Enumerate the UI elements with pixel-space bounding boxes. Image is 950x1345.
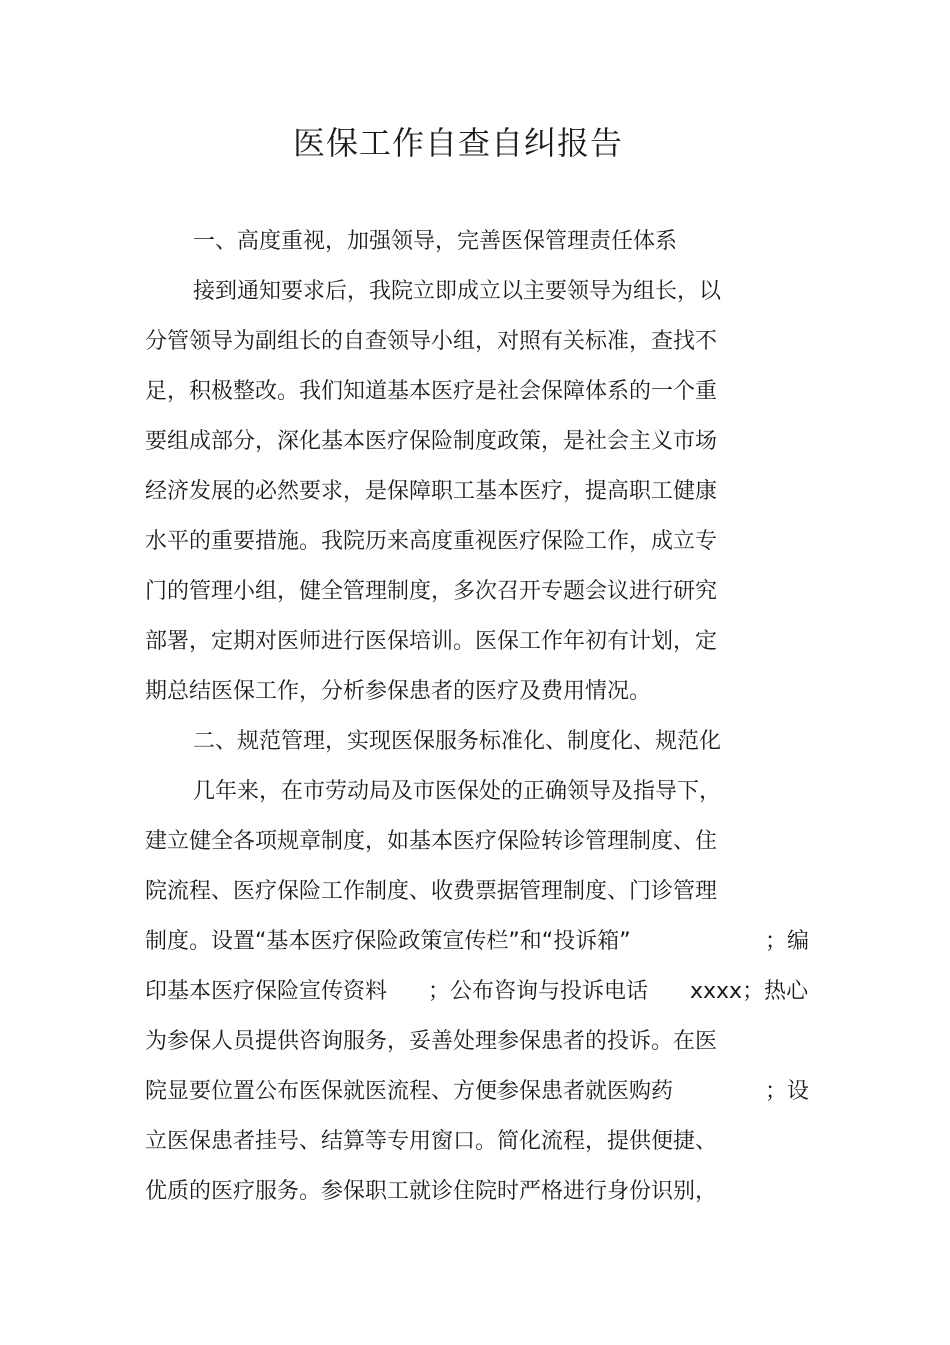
paragraph-line: 水平的重要措施。我院历来高度重视医疗保险工作，成立专: [145, 529, 718, 554]
line-segment: 制度。设置“基本医疗保险政策宣传栏”和“投诉箱”: [145, 929, 631, 954]
paragraph-line: 要组成部分，深化基本医疗保险制度政策，是社会主义市场: [145, 429, 718, 454]
paragraph-line: [145, 977, 825, 1007]
paragraph-line: [145, 927, 825, 957]
paragraph-line: 部署，定期对医师进行医保培训。医保工作年初有计划，定: [145, 629, 718, 654]
paragraph-line: 接到通知要求后，我院立即成立以主要领导为组长，以: [193, 279, 722, 304]
paragraph-line: 优质的医疗服务。参保职工就诊住院时严格进行身份识别，: [145, 1179, 718, 1204]
line-segment: 院显要位置公布医保就医流程、方便参保患者就医购药: [145, 1079, 674, 1104]
paragraph-line: 分管领导为副组长的自查领导小组，对照有关标准，查找不: [145, 329, 718, 354]
line-segment: xxxx；热心: [690, 979, 809, 1004]
paragraph-line: 经济发展的必然要求，是保障职工基本医疗，提高职工健康: [145, 479, 718, 504]
paragraph-line: 院流程、医疗保险工作制度、收费票据管理制度、门诊管理: [145, 879, 718, 904]
line-segment: ；设: [765, 1079, 810, 1104]
line-segment: ；公布咨询与投诉电话: [428, 979, 649, 1004]
paragraph-line: [145, 1077, 825, 1107]
paragraph-line: 为参保人员提供咨询服务，妥善处理参保患者的投诉。在医: [145, 1029, 718, 1054]
paragraph-line: 建立健全各项规章制度，如基本医疗保险转诊管理制度、住: [145, 829, 718, 854]
paragraph-line: 立医保患者挂号、结算等专用窗口。简化流程，提供便捷、: [145, 1129, 718, 1154]
paragraph-line: 几年来，在市劳动局及市医保处的正确领导及指导下，: [193, 779, 722, 804]
paragraph-line: 足，积极整改。我们知道基本医疗是社会保障体系的一个重: [145, 379, 718, 404]
section-heading-2: 二、规范管理，实现医保服务标准化、制度化、规范化: [193, 729, 722, 754]
section-heading-1: 一、高度重视，加强领导，完善医保管理责任体系: [193, 229, 678, 254]
paragraph-line: 门的管理小组，健全管理制度，多次召开专题会议进行研究: [145, 579, 718, 604]
line-segment: ；编: [765, 929, 810, 954]
line-segment: 印基本医疗保险宣传资料: [145, 979, 388, 1004]
document-title: 医保工作自查自纠报告: [292, 124, 623, 162]
paragraph-line: 期总结医保工作，分析参保患者的医疗及费用情况。: [145, 679, 652, 704]
